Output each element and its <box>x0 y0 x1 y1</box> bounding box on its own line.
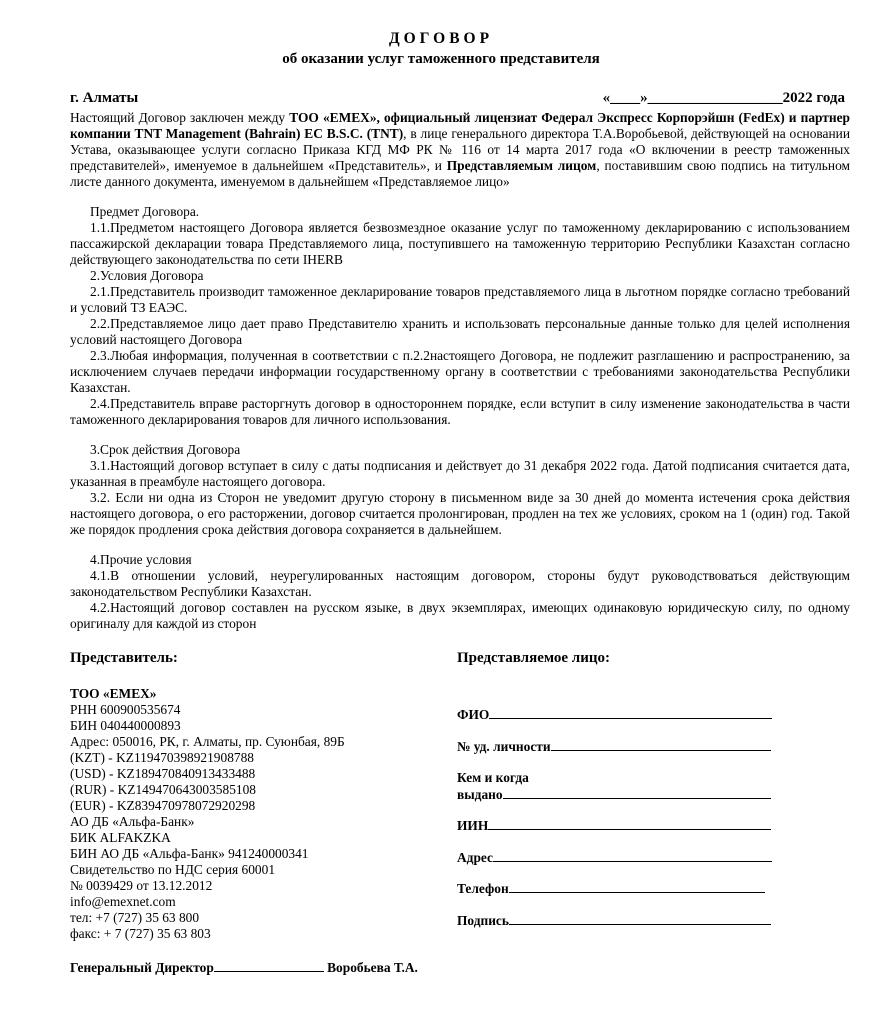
clause: 4.1.В отношении условий, неурегулированных настоящим договором, стороны будут руководствоваться действующим законодательством Республики Казахстан. <box>70 568 850 599</box>
requisite-line: (KZT) - KZ119470398921908788 <box>70 750 254 765</box>
representative-heading: Представитель: <box>70 650 178 666</box>
clause: 3.1.Настоящий договор вступает в силу с даты подписания и действует до 31 декабря 2022 года. Датой подписания считается дата, указанная в преамбуле настоящего договора. <box>70 458 850 489</box>
represented-heading: Представляемое лицо: <box>457 650 610 666</box>
director-name: Воробьева Т.А. <box>327 960 418 975</box>
preamble-text-3: , поставившим свою подпись на титульном листе данного документа, именуемом в дальнейшем «Представляемое лицо» <box>70 158 850 189</box>
requisite-line: (RUR) - KZ149470643003585108 <box>70 782 256 797</box>
address-field[interactable] <box>457 849 772 866</box>
requisite-line: Свидетельство по НДС серия 60001 <box>70 862 276 877</box>
city-date-line <box>70 90 850 110</box>
document-subtitle: об оказании услуг таможенного представителя <box>282 51 600 67</box>
requisite-line: Адрес: 050016, РК, г. Алматы, пр. Суюнбая, 89Б <box>70 734 345 749</box>
requisite-line: (EUR) - KZ839470978072920298 <box>70 798 256 813</box>
city: г. Алматы <box>70 90 139 106</box>
clause: 4.2.Настоящий договор составлен на русском языке, в двух экземплярах, имеющих одинаковую юридическую силу, по одному оригиналу для каждой из сторон <box>70 600 850 631</box>
iin-field[interactable] <box>457 817 771 834</box>
requisite-line: (USD) - KZ189470840913433488 <box>70 766 256 781</box>
issued-by-blank[interactable] <box>503 786 771 799</box>
clause: 2.1.Представитель производит таможенное декларирование товаров представляемого лица в льготном порядке согласно требований и условий ТЗ ЕАЭС. <box>70 284 850 315</box>
signature-field[interactable] <box>457 912 771 929</box>
document-title: ДОГОВОР <box>388 30 494 47</box>
id-number-field[interactable] <box>457 738 771 755</box>
phone-blank[interactable] <box>509 880 765 893</box>
requisite-line: АО ДБ «Альфа-Банк» <box>70 814 195 829</box>
iin-blank[interactable] <box>488 817 771 830</box>
director-signature-line <box>70 959 418 976</box>
issued-by-label-2: выдано <box>457 787 503 802</box>
requisite-line: БИК ALFAKZKA <box>70 830 171 845</box>
address-label: Адрес <box>457 850 493 865</box>
representative-block <box>70 650 430 942</box>
requisite-line: РНН 600900535674 <box>70 702 181 717</box>
representative-org: ТОО «EMEX» <box>70 686 157 701</box>
clause: 1.1.Предметом настоящего Договора является безвозмездное оказание услуг по таможенному декларированию с использованием пассажирской декларации товара Представляемого лица, поступившего на таможенную территорию Республики Казахстан согласно действующего законодательства по сети IHERB <box>70 220 850 267</box>
requisite-line: № 0039429 от 13.12.2012 <box>70 878 213 893</box>
preamble-text-2: , в лице генерального директора Т.А.Воробьевой, действующей на основании Устава, оказывающее услуги согласно Приказа КГД МФ РК № 116 от 14 марта 2017 года «О включении в реестр таможенных представителей», именуемое в дальнейшем «Представитель», и <box>70 126 850 173</box>
requisite-line: факс: + 7 (727) 35 63 803 <box>70 926 211 941</box>
issued-by-field-label <box>457 770 529 786</box>
preamble <box>70 110 850 190</box>
id-number-blank[interactable] <box>551 738 771 751</box>
clause: 2.4.Представитель вправе расторгнуть договор в одностороннем порядке, если вступит в силу изменение законодательства в части таможенного декларирования товаров для личного использования. <box>70 396 850 427</box>
section-heading: Предмет Договора. <box>90 204 200 219</box>
preamble-party-2: Представляемым лицом <box>446 158 597 173</box>
requisite-line: БИН АО ДБ «Альфа-Банк» 941240000341 <box>70 846 309 861</box>
phone-label: Телефон <box>457 881 509 896</box>
preamble-party-1: ТОО «EMEX», официальный лицензиат Федерал Экспресс Корпорэйшн (FedEx) и партнер компании TNT Management (Bahrain) EC B.S.C. (TNT) <box>70 110 850 141</box>
preamble-text-1: Настоящий Договор заключен между <box>70 110 290 125</box>
fio-label: ФИО <box>457 707 490 722</box>
contract-date: «____»__________________2022 года <box>602 90 845 106</box>
signature-label: Подпись <box>457 913 509 928</box>
fio-blank[interactable] <box>489 706 772 719</box>
requisite-line: тел: +7 (727) 35 63 800 <box>70 910 200 925</box>
section-heading: 3.Срок действия Договора <box>90 442 241 457</box>
clause: 3.2. Если ни одна из Сторон не уведомит другую сторону в письменном виде за 30 дней до момента истечения срока действия настоящего договора, о его расторжении, договор считается пролонгирован, продлен на тех же условиях, сроком на 1 (один) год. Такой же порядок продления срока действия договора сохраняется в дальнейшем. <box>70 490 850 537</box>
id-number-label: № уд. личности <box>457 739 551 754</box>
issued-by-field[interactable] <box>457 786 771 803</box>
issued-by-label-1: Кем и когда <box>457 770 529 785</box>
requisite-line: БИН 040440000893 <box>70 718 181 733</box>
signature-blank[interactable] <box>509 912 771 925</box>
phone-field[interactable] <box>457 880 765 897</box>
section-heading: 2.Условия Договора <box>90 268 204 283</box>
clause: 2.3.Любая информация, полученная в соответствии с п.2.2настоящего Договора, не подлежит разглашению и распространению, за исключением случаев передачи информации государственному органу в соответствии с требованиями законодательства Республики Казахстан. <box>70 348 850 395</box>
address-blank[interactable] <box>493 849 772 862</box>
section-heading: 4.Прочие условия <box>90 552 192 567</box>
director-label: Генеральный Директор <box>70 960 214 975</box>
director-signature-blank[interactable] <box>214 959 324 972</box>
clause: 2.2.Представляемое лицо дает право Представителю хранить и использовать персональные данные только для целей исполнения условий настоящего Договора <box>70 316 850 347</box>
iin-label: ИИН <box>457 818 489 833</box>
fio-field[interactable] <box>457 706 772 723</box>
requisite-line: info@emexnet.com <box>70 894 176 909</box>
contract-body <box>70 110 850 632</box>
